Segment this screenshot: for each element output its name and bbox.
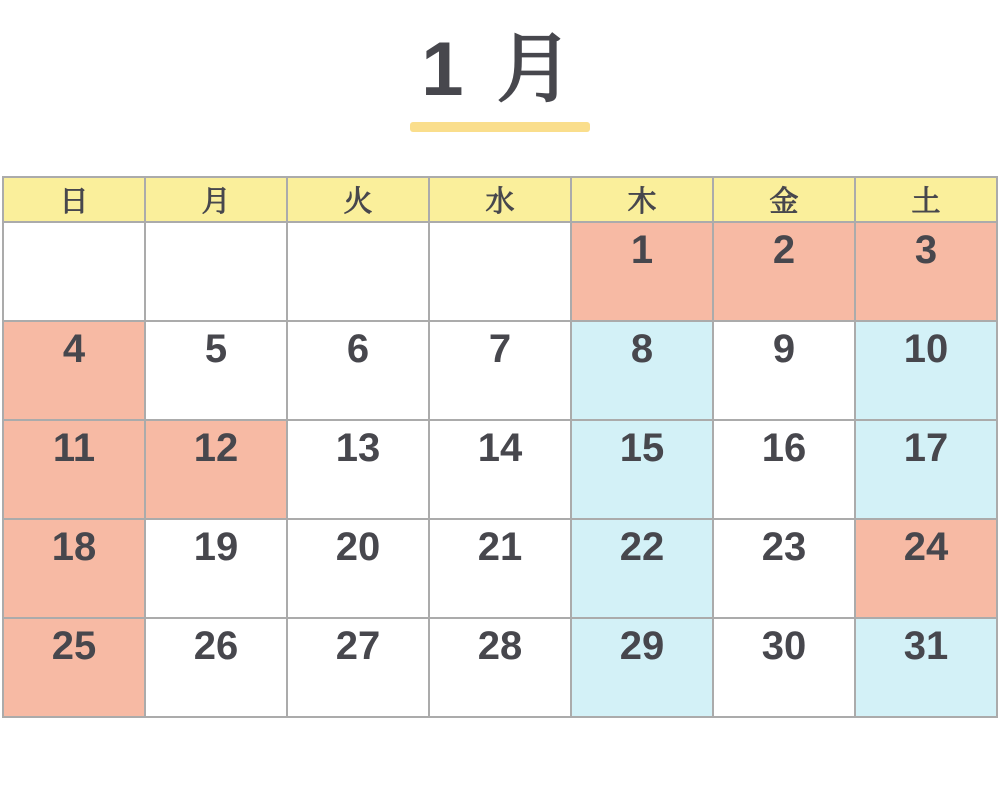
calendar-cell: 27	[287, 618, 429, 717]
calendar-cell: 24	[855, 519, 997, 618]
calendar-cell: 7	[429, 321, 571, 420]
title-underline-bar	[410, 122, 590, 132]
calendar-cell: 10	[855, 321, 997, 420]
calendar-cell: 16	[713, 420, 855, 519]
calendar-cell: 23	[713, 519, 855, 618]
calendar-week-row	[3, 618, 997, 717]
calendar-cell	[429, 222, 571, 321]
month-title: 1 月	[421, 27, 579, 112]
calendar-cell: 11	[3, 420, 145, 519]
calendar-week-row	[3, 519, 997, 618]
weekday-header-row	[3, 177, 997, 222]
calendar-cell: 18	[3, 519, 145, 618]
calendar-cell: 28	[429, 618, 571, 717]
weekday-header-fri: 金	[713, 177, 855, 222]
calendar-cell: 26	[145, 618, 287, 717]
calendar-cell: 4	[3, 321, 145, 420]
calendar-cell: 19	[145, 519, 287, 618]
weekday-header-sat: 土	[855, 177, 997, 222]
calendar-cell: 25	[3, 618, 145, 717]
calendar-cell: 22	[571, 519, 713, 618]
calendar-cell: 14	[429, 420, 571, 519]
calendar-cell	[3, 222, 145, 321]
calendar-cell	[145, 222, 287, 321]
calendar-cell: 1	[571, 222, 713, 321]
calendar-table	[2, 176, 998, 718]
calendar-cell: 21	[429, 519, 571, 618]
weekday-header-tue: 火	[287, 177, 429, 222]
calendar-cell	[287, 222, 429, 321]
calendar-cell: 20	[287, 519, 429, 618]
calendar-cell: 30	[713, 618, 855, 717]
calendar-cell: 8	[571, 321, 713, 420]
calendar-week-row	[3, 222, 997, 321]
calendar-cell: 15	[571, 420, 713, 519]
calendar-cell: 29	[571, 618, 713, 717]
calendar-cell: 6	[287, 321, 429, 420]
calendar-cell: 3	[855, 222, 997, 321]
calendar-cell: 2	[713, 222, 855, 321]
calendar-week-row	[3, 321, 997, 420]
calendar-cell: 12	[145, 420, 287, 519]
calendar-cell: 17	[855, 420, 997, 519]
calendar-cell: 5	[145, 321, 287, 420]
calendar-week-row	[3, 420, 997, 519]
calendar-cell: 31	[855, 618, 997, 717]
weekday-header-sun: 日	[3, 177, 145, 222]
weekday-header-wed: 水	[429, 177, 571, 222]
calendar-cell: 9	[713, 321, 855, 420]
calendar-cell: 13	[287, 420, 429, 519]
weekday-header-mon: 月	[145, 177, 287, 222]
weekday-header-thu: 木	[571, 177, 713, 222]
